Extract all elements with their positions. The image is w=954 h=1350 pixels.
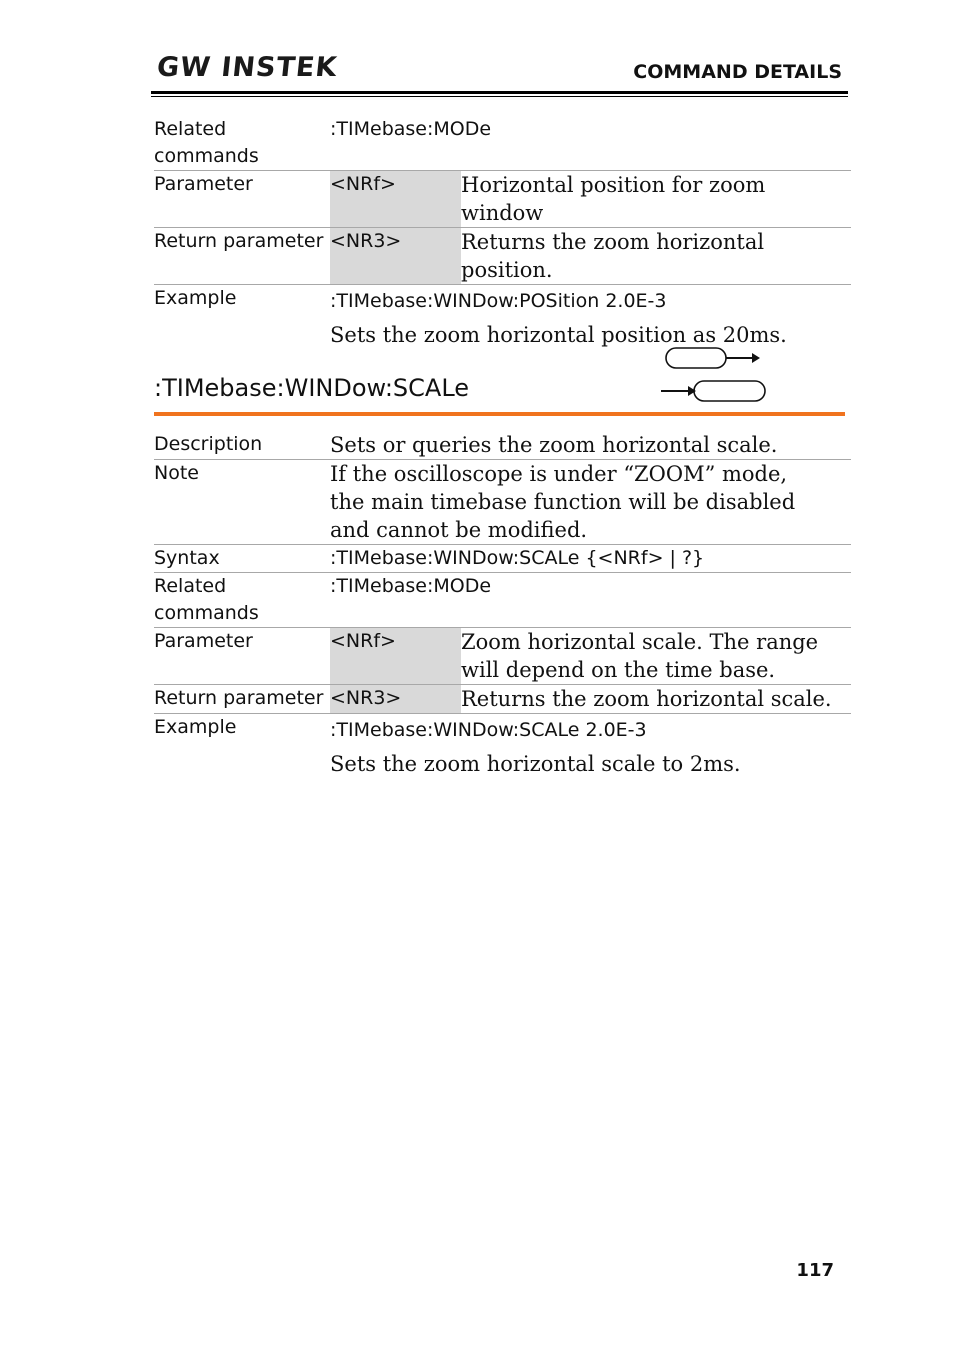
row-label: Related commands xyxy=(154,573,330,628)
set-query-icon xyxy=(658,344,768,406)
row-return-parameter xyxy=(154,685,851,714)
header-rule xyxy=(151,91,848,94)
example-description: Sets the zoom horizontal scale to 2ms. xyxy=(330,752,741,776)
related-command-value: :TIMebase:MODe xyxy=(330,116,851,171)
description-text: Sets or queries the zoom horizontal scale. xyxy=(330,431,851,460)
syntax-text: :TIMebase:WINDow:SCALe {<NRf> | ?} xyxy=(330,545,851,573)
row-label: Syntax xyxy=(154,545,330,573)
return-type: <NR3> xyxy=(330,685,461,714)
row-example xyxy=(154,714,851,779)
row-related-commands xyxy=(154,573,851,628)
note-text: If the oscilloscope is under “ZOOM” mode, the main timebase function will be disabled and cannot be modified. xyxy=(330,460,851,545)
row-parameter xyxy=(154,171,851,228)
row-label: Parameter xyxy=(154,171,330,228)
section-title: COMMAND DETAILS xyxy=(633,61,842,83)
example-command: :TIMebase:WINDow:POSition 2.0E-3 xyxy=(330,290,667,312)
row-label: Note xyxy=(154,460,330,545)
page-number: 117 xyxy=(796,1260,834,1281)
return-type: <NR3> xyxy=(330,228,461,285)
command-title-rule xyxy=(154,412,845,416)
brand-logo: GW INSTEK xyxy=(155,52,339,83)
header-rule-thin xyxy=(151,96,848,97)
row-description xyxy=(154,431,851,460)
return-description: Returns the zoom horizontal scale. xyxy=(461,685,851,714)
row-example xyxy=(154,285,851,350)
command-title: :TIMebase:WINDow:SCALe xyxy=(154,374,470,402)
command-table-scale xyxy=(154,431,851,778)
example-cell xyxy=(330,714,851,779)
row-label: Return parameter xyxy=(154,685,330,714)
related-command-value: :TIMebase:MODe xyxy=(330,573,851,628)
parameter-description: Horizontal position for zoom window xyxy=(461,171,851,228)
row-note xyxy=(154,460,851,545)
parameter-type: <NRf> xyxy=(330,171,461,228)
return-description: Returns the zoom horizontal position. xyxy=(461,228,851,285)
parameter-description: Zoom horizontal scale. The range will depend on the time base. xyxy=(461,628,851,685)
example-command: :TIMebase:WINDow:SCALe 2.0E-3 xyxy=(330,719,647,741)
row-syntax xyxy=(154,545,851,573)
row-label: Return parameter xyxy=(154,228,330,285)
row-label: Parameter xyxy=(154,628,330,685)
parameter-type: <NRf> xyxy=(330,628,461,685)
row-return-parameter xyxy=(154,228,851,285)
example-description: Sets the zoom horizontal position as 20ms. xyxy=(330,323,787,347)
row-label: Description xyxy=(154,431,330,460)
row-label: Example xyxy=(154,716,237,738)
row-parameter xyxy=(154,628,851,685)
example-cell xyxy=(330,285,851,350)
command-table-position xyxy=(154,116,851,349)
row-label: Example xyxy=(154,287,237,309)
row-related-commands xyxy=(154,116,851,171)
row-label: Related commands xyxy=(154,116,330,171)
